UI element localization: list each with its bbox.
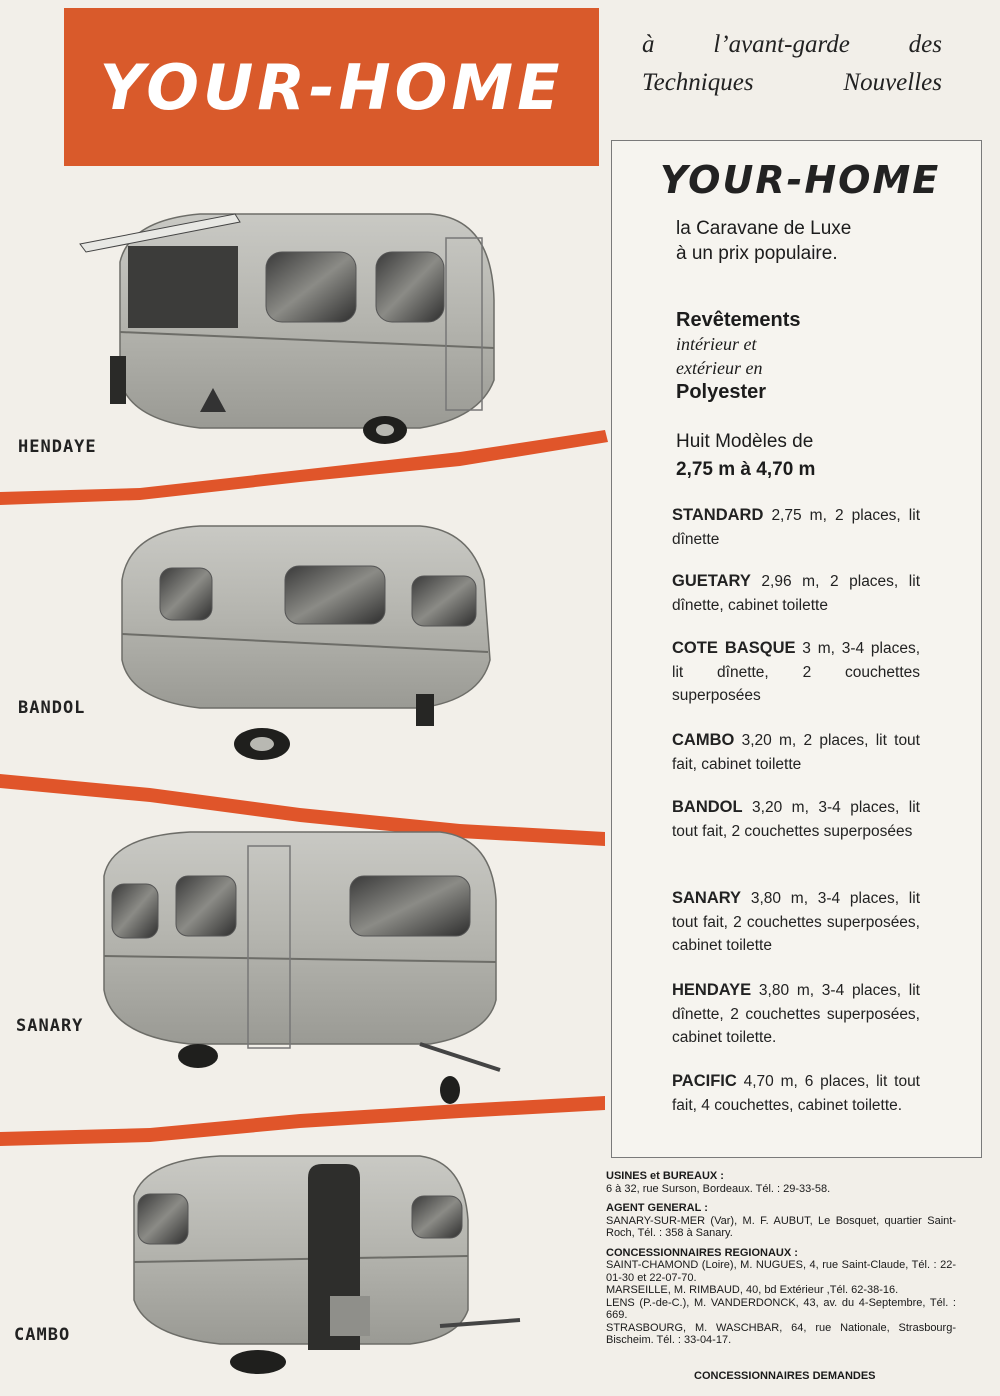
models-range-line-2: 2,75 m à 4,70 m — [676, 459, 816, 480]
model-desc: 2,96 m, 2 places, lit dînette, cabinet toilette — [672, 573, 920, 614]
dealers-wanted: CONCESSIONNAIRES DEMANDES — [694, 1370, 876, 1382]
model-desc: 3,20 m, 3-4 places, lit tout fait, 2 couchettes superposées — [672, 799, 920, 840]
caption-hendaye: HENDAYE — [18, 437, 97, 457]
usines-block — [606, 1170, 956, 1195]
dealer-strasbourg: STRASBOURG, M. WASCHBAR, 64, rue Nationale, Strasbourg-Bischeim. Tél. : 33-04-17. — [606, 1321, 956, 1346]
concessionnaires-block — [606, 1247, 956, 1347]
coatings-line-3: extérieur en — [676, 358, 763, 378]
usines-heading: USINES et BUREAUX : — [606, 1170, 724, 1182]
agent-block — [606, 1202, 956, 1240]
concessionnaires-heading: CONCESSIONNAIRES REGIONAUX : — [606, 1246, 798, 1259]
model-cote-basque — [672, 637, 920, 708]
model-desc: 3 m, 3-4 places, lit dînette, 2 couchettes superposées — [672, 640, 921, 704]
dealer-saint-chamond: SAINT-CHAMOND (Loire), M. NUGUES, 4, rue Saint-Claude, Tél. : 22-01-30 et 22-07-70. — [606, 1259, 956, 1284]
model-name: CAMBO — [672, 731, 735, 749]
coatings-material: Polyester — [676, 381, 767, 403]
model-desc: 2,75 m, 2 places, lit dînette — [672, 507, 920, 548]
coatings-line-2: intérieur et — [676, 334, 757, 354]
model-name: PACIFIC — [672, 1072, 737, 1090]
caravan-bandol — [122, 526, 490, 760]
model-desc: 3,20 m, 2 places, lit tout fait, cabinet toilette — [672, 732, 920, 773]
caption-bandol: BANDOL — [18, 698, 86, 718]
models-range-line-1: Huit Modèles de — [676, 431, 814, 452]
box-title: YOUR-HOME — [660, 158, 941, 202]
model-sanary — [672, 887, 920, 958]
contact-footer — [606, 1170, 956, 1382]
agent-address: SANARY-SUR-MER (Var), M. F. AUBUT, Le Bosquet, quartier Saint-Roch, Tél. : 358 à Sanary. — [606, 1214, 956, 1239]
tagline-line-1: à l’avant-garde des — [642, 31, 942, 58]
box-subtitle-line-1: la Caravane de Luxe — [676, 218, 852, 239]
agent-heading: AGENT GENERAL : — [606, 1202, 708, 1214]
model-cambo — [672, 729, 920, 776]
model-desc: 3,80 m, 3-4 places, lit tout fait, 2 couchettes superposées, cabinet toilette — [672, 890, 920, 954]
coatings-heading: Revêtements — [676, 309, 801, 331]
coatings-text — [676, 308, 801, 404]
dealer-lens: LENS (P.-de-C.), M. VANDERDONCK, 43, av. du 4-Septembre, Tél. : 669. — [606, 1296, 956, 1321]
model-bandol — [672, 796, 920, 843]
model-standard — [672, 504, 920, 551]
caption-sanary: SANARY — [16, 1016, 84, 1036]
box-subtitle-line-2: à un prix populaire. — [676, 243, 838, 264]
tagline-line-2: Techniques Nouvelles — [642, 69, 942, 96]
model-name: SANARY — [672, 889, 742, 907]
caravan-hendaye — [80, 214, 494, 444]
model-name: BANDOL — [672, 798, 743, 816]
brand-title: YOUR-HOME — [99, 50, 564, 124]
model-guetary — [672, 570, 920, 617]
model-name: GUETARY — [672, 572, 751, 590]
model-desc: 3,80 m, 3-4 places, lit dînette, 2 couchettes superposées, cabinet toilette. — [672, 982, 920, 1046]
box-subtitle — [676, 216, 851, 266]
models-range — [676, 428, 815, 484]
model-name: HENDAYE — [672, 981, 752, 999]
model-name: COTE BASQUE — [672, 639, 796, 657]
stripe-3 — [0, 1096, 605, 1146]
caravan-cambo — [134, 1156, 520, 1374]
usines-address: 6 à 32, rue Surson, Bordeaux. Tél. : 29-33-58. — [606, 1182, 831, 1195]
caption-cambo: CAMBO — [14, 1325, 71, 1345]
model-desc: 4,70 m, 6 places, lit tout fait, 4 couchettes, cabinet toilette. — [672, 1073, 920, 1114]
model-pacific — [672, 1070, 920, 1117]
model-hendaye — [672, 979, 920, 1050]
model-name: STANDARD — [672, 506, 764, 524]
dealer-marseille: MARSEILLE, M. RIMBAUD, 40, bd Extérieur ,Tél. 62-38-16. — [606, 1284, 899, 1296]
caravan-sanary — [104, 832, 500, 1104]
